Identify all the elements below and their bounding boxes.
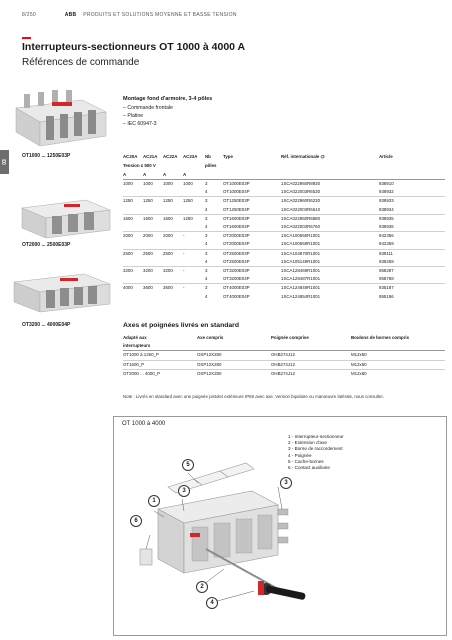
table-cell-ac23 <box>183 223 205 232</box>
table-cell-ac20: 1250 <box>123 197 143 206</box>
switch-ot1000-illustration <box>12 90 110 148</box>
table-cell-ac21: 2500 <box>143 249 163 258</box>
col-ac22: AC22A <box>163 154 178 159</box>
mounting-title: Montage fond d'armoire, 3-4 pôles <box>123 96 213 102</box>
table-cell-type: OT2000E03P <box>223 232 281 241</box>
table-cell-ac21 <box>143 275 163 284</box>
col-unit: A <box>143 170 163 180</box>
exploded-switch-illustration <box>128 439 334 629</box>
order-table <box>123 152 445 301</box>
mounting-item: – Platine <box>123 113 144 119</box>
table-cell-article: 938910 <box>379 181 394 186</box>
callout-5: 5 <box>182 459 194 471</box>
table-cell-ac20: 2000 <box>123 232 143 241</box>
table-cell-ac22 <box>163 293 183 301</box>
table-row <box>123 197 445 206</box>
table-cell-type: OT1600E03P <box>223 214 281 223</box>
table-cell-poles: 3 <box>205 249 223 258</box>
callout-1: 1 <box>148 495 160 507</box>
table-cell-article: 958287 <box>379 267 445 276</box>
table-cell-type: OT2500E04P <box>223 258 250 264</box>
col-ac21: AC21A <box>143 154 158 159</box>
table-cell-ac23: - <box>183 249 205 258</box>
chapter-tab-label: 03 <box>1 159 8 165</box>
table-cell-ref: 1SCA104870R1001 <box>281 249 379 258</box>
page-subtitle: Références de commande <box>22 57 140 68</box>
diagram-title: OT 1000 à 4000 <box>122 421 166 427</box>
table-row <box>123 351 445 360</box>
mounting-item: – Commande frontale <box>123 105 173 111</box>
col-poles-2: pôles <box>205 163 217 168</box>
axes-cell-c2: OXP12X280 <box>197 360 271 369</box>
axes-cell-c4: M12x60 <box>351 369 445 378</box>
axes-table <box>123 334 445 378</box>
table-row <box>123 258 445 267</box>
table-cell-article: 938933 <box>379 197 445 206</box>
callout-3: 3 <box>178 485 190 497</box>
mounting-list <box>123 104 173 128</box>
col-ac23: AC23A <box>183 154 198 159</box>
chapter-tab <box>0 150 9 174</box>
axes-cell-c2: OXP12X280 <box>197 352 222 358</box>
col-article: Article <box>379 154 393 159</box>
table-cell-ac22 <box>163 206 183 215</box>
table-cell-type: OT1600E04P <box>223 224 250 230</box>
col-unit: A <box>163 170 183 180</box>
table-cell-ac20 <box>123 223 143 232</box>
table-cell-ac21 <box>143 206 163 215</box>
table-cell-ref: 1SCA022960R8930 <box>281 181 321 186</box>
table-cell-ref: 1SCA100658R1001 <box>281 241 321 247</box>
table-cell-ref: 1SCA128469R1001 <box>281 267 379 276</box>
table-row <box>123 369 445 378</box>
table-row <box>123 240 445 249</box>
table-cell-type: OT1250E03P <box>223 197 281 206</box>
axes-cell-c3: OHB274J12 <box>271 360 351 369</box>
legend-item: 2 - Extension d'axe <box>288 440 327 446</box>
table-cell-poles: 3 <box>205 232 223 241</box>
table-cell-ref: 1SCA022003R6530 <box>281 189 321 195</box>
legend-item: 3 - Borne de raccordement <box>288 446 343 452</box>
table-row <box>123 293 445 301</box>
table-cell-ac22: 1600 <box>163 214 183 223</box>
axes-cell-c4: M12x60 <box>351 360 445 369</box>
switch-ot3200-illustration <box>12 270 112 314</box>
table-cell-ac21 <box>143 293 163 301</box>
table-cell-ac23 <box>183 240 205 249</box>
table-cell-ac23: 1250 <box>183 197 205 206</box>
col-ac20: AC20A <box>123 154 138 159</box>
table-cell-ac21: 2000 <box>143 232 163 241</box>
axes-cell-c1: OT1600_P <box>123 360 197 369</box>
table-cell-ac22 <box>163 275 183 284</box>
table-cell-ac22: 1000 <box>163 181 173 186</box>
axes-col-switch: Adapté aux <box>123 335 147 340</box>
section-title: PRODUITS ET SOLUTIONS MOYENNE ET BASSE TENSION <box>83 12 237 18</box>
product-image-ot1000 <box>12 90 110 148</box>
table-cell-poles: 3 <box>205 181 208 186</box>
table-cell-article: 942356 <box>379 232 445 241</box>
table-cell-ref: 1SCA128487R1001 <box>281 276 321 282</box>
product-image-ot2000 <box>20 196 112 240</box>
table-cell-ac22 <box>163 223 183 232</box>
table-cell-type: OT1250E04P <box>223 206 250 212</box>
table-cell-ac20 <box>123 188 143 197</box>
col-ref: Réf. internationale @ <box>281 154 325 159</box>
table-cell-ac23 <box>183 258 205 267</box>
table-row <box>123 267 445 276</box>
axes-col-bolts: Boulons de bornes compris <box>351 335 410 340</box>
table-cell-ac23 <box>183 206 205 215</box>
table-cell-poles: 3 <box>205 214 223 223</box>
axes-cell-c3: OHB274J12 <box>271 352 295 358</box>
table-cell-ac20 <box>123 258 143 267</box>
legend-item: 5 - Cache-bornes <box>288 458 324 464</box>
axes-col-handle: Poignée comprise <box>271 335 309 340</box>
brand-name: ABB <box>64 12 77 18</box>
table-cell-ac22: 2000 <box>163 232 183 241</box>
col-unit: A <box>183 170 205 180</box>
caption-ot3200: OT3200 ... 4000E04P <box>22 322 71 328</box>
col-unit: A <box>123 170 143 180</box>
table-row <box>123 223 445 232</box>
col-tension: Tension ≤ 500 V <box>123 163 156 168</box>
table-cell-article: 955196 <box>379 293 394 299</box>
table-cell-ac22 <box>163 240 183 249</box>
table-cell-ac23: - <box>183 267 205 276</box>
table-cell-ref: 1SCA022003R6760 <box>281 224 321 230</box>
table-cell-type: OT1000E04P <box>223 189 250 195</box>
table-cell-article: 939111 <box>379 249 445 258</box>
table-cell-ac21 <box>143 188 163 197</box>
table-cell-ac22: 2500 <box>163 249 183 258</box>
axes-cell-c1: OT1000 à 1250_P <box>123 352 159 358</box>
table-cell-poles: 4 <box>205 258 208 264</box>
page-header <box>22 12 237 18</box>
table-cell-ac20: 1600 <box>123 214 143 223</box>
table-cell-poles: 4 <box>205 206 208 212</box>
table-cell-ac23: 1000 <box>183 181 193 186</box>
table-cell-ac20: 3200 <box>123 267 143 276</box>
table-cell-poles: 4 <box>205 293 208 299</box>
table-cell-ac22 <box>163 188 183 197</box>
table-cell-ac20 <box>123 206 143 215</box>
table-cell-ac20: 1000 <box>123 181 133 186</box>
table-cell-poles: 3 <box>205 197 223 206</box>
table-cell-ref: 1SCA022960R6230 <box>281 197 379 206</box>
table-row <box>123 214 445 223</box>
axes-col-axis: Axe compris <box>197 335 224 340</box>
table-cell-ref: 1SCA100656R1001 <box>281 232 379 241</box>
table-cell-ref: 1SCA124848R1001 <box>281 284 379 293</box>
note-text: Note : Livrés en standard avec une poignée pistolet extérieure IP65 avec axe. Version bipolaire ou manœuvre latérale, nous consulter. <box>123 394 384 399</box>
table-cell-article: 958768 <box>379 276 394 282</box>
page-number: 8/250 <box>22 12 37 18</box>
table-cell-poles: 4 <box>205 189 208 195</box>
col-poles: Nb <box>205 154 211 159</box>
axes-cell-c2: OXP12X280 <box>197 369 271 378</box>
table-cell-ref: 1SCA105149R1001 <box>281 258 321 264</box>
table-cell-ac23: - <box>183 284 205 293</box>
axes-cell-c1: OT2000 ... 4000_P <box>123 369 197 378</box>
legend-item: 4 - Poignée <box>288 452 312 458</box>
axes-cell-c3: OHB274J12 <box>271 369 351 378</box>
table-row <box>123 180 445 189</box>
table-row <box>123 249 445 258</box>
table-cell-article: 939269 <box>379 258 394 264</box>
table-cell-ac22: 1250 <box>163 197 183 206</box>
table-cell-ac21: 1600 <box>143 214 163 223</box>
table-cell-poles: 3 <box>205 267 223 276</box>
table-row <box>123 206 445 215</box>
table-cell-ac21 <box>143 240 163 249</box>
table-cell-ac20: 2500 <box>123 249 143 258</box>
callout-4: 4 <box>206 597 218 609</box>
table-cell-type: OT4000E03P <box>223 284 281 293</box>
table-cell-ref: 1SCA022003R6610 <box>281 206 321 212</box>
table-cell-ac20 <box>123 240 143 249</box>
caption-ot1000: OT1000 ... 1250E03P <box>22 153 71 159</box>
axes-cell-c4: M12x50 <box>351 352 367 358</box>
table-cell-poles: 4 <box>205 276 208 282</box>
table-row <box>123 232 445 241</box>
table-cell-type: OT3200E04P <box>223 276 250 282</box>
table-row <box>123 360 445 369</box>
table-cell-ac20 <box>123 293 143 301</box>
page-title: Interrupteurs-sectionneurs OT 1000 à 4000 A <box>22 41 246 53</box>
callout-3b: 3 <box>280 477 292 489</box>
legend-item: 6 - Contact auxiliaire <box>288 465 330 471</box>
table-cell-type: OT4000E04P <box>223 293 250 299</box>
table-cell-poles: 4 <box>205 224 208 230</box>
table-cell-ac22 <box>163 258 183 267</box>
exploded-diagram <box>113 416 447 636</box>
table-cell-article: 938934 <box>379 206 394 212</box>
table-cell-poles: 3 <box>205 284 223 293</box>
caption-ot2000: OT2000 ... 2500E03P <box>22 242 71 248</box>
table-cell-ac23 <box>183 188 205 197</box>
table-cell-article: 938936 <box>379 224 394 230</box>
table-cell-ac22: 3600 <box>163 284 183 293</box>
col-type: Type <box>223 154 233 159</box>
table-cell-article: 938935 <box>379 214 445 223</box>
table-cell-ref: 1SCA124854R1001 <box>281 293 321 299</box>
table-cell-article: 938932 <box>379 189 394 195</box>
table-cell-ref: 1SCA022960R6880 <box>281 214 379 223</box>
callout-6: 6 <box>130 515 142 527</box>
table-cell-type: OT1000E03P <box>223 181 250 186</box>
axes-col-switch-2: interrupteurs <box>123 343 151 349</box>
table-cell-ac21: 1000 <box>143 181 153 186</box>
table-cell-ac20: 4000 <box>123 284 143 293</box>
table-cell-type: OT3200E03P <box>223 267 281 276</box>
table-cell-ac21: 1250 <box>143 197 163 206</box>
table-cell-ac23: 1250 <box>183 214 205 223</box>
switch-ot2000-illustration <box>20 196 112 240</box>
table-row <box>123 188 445 197</box>
table-cell-ac21: 3200 <box>143 267 163 276</box>
table-row <box>123 275 445 284</box>
table-cell-ac21 <box>143 223 163 232</box>
product-image-ot3200 <box>12 270 112 314</box>
table-cell-ac21: 3600 <box>143 284 163 293</box>
mounting-item: – IEC 60947-3 <box>123 121 157 127</box>
table-cell-ac23: - <box>183 232 205 241</box>
table-cell-type: OT2500E03P <box>223 249 281 258</box>
table-cell-ac23 <box>183 293 205 301</box>
axes-section-title: Axes et poignées livrés en standard <box>123 322 239 329</box>
legend-item: 1 - Interrupteur-sectionneur <box>288 434 344 439</box>
table-cell-ac21 <box>143 258 163 267</box>
callout-2: 2 <box>196 581 208 593</box>
table-cell-type: OT2000E04P <box>223 241 250 247</box>
table-cell-article: 935187 <box>379 284 445 293</box>
table-cell-ac20 <box>123 275 143 284</box>
accent-bar <box>22 37 31 39</box>
table-cell-ac22: 3200 <box>163 267 183 276</box>
table-row <box>123 284 445 293</box>
table-cell-article: 942359 <box>379 241 394 247</box>
table-cell-ac23 <box>183 275 205 284</box>
table-cell-poles: 4 <box>205 241 208 247</box>
